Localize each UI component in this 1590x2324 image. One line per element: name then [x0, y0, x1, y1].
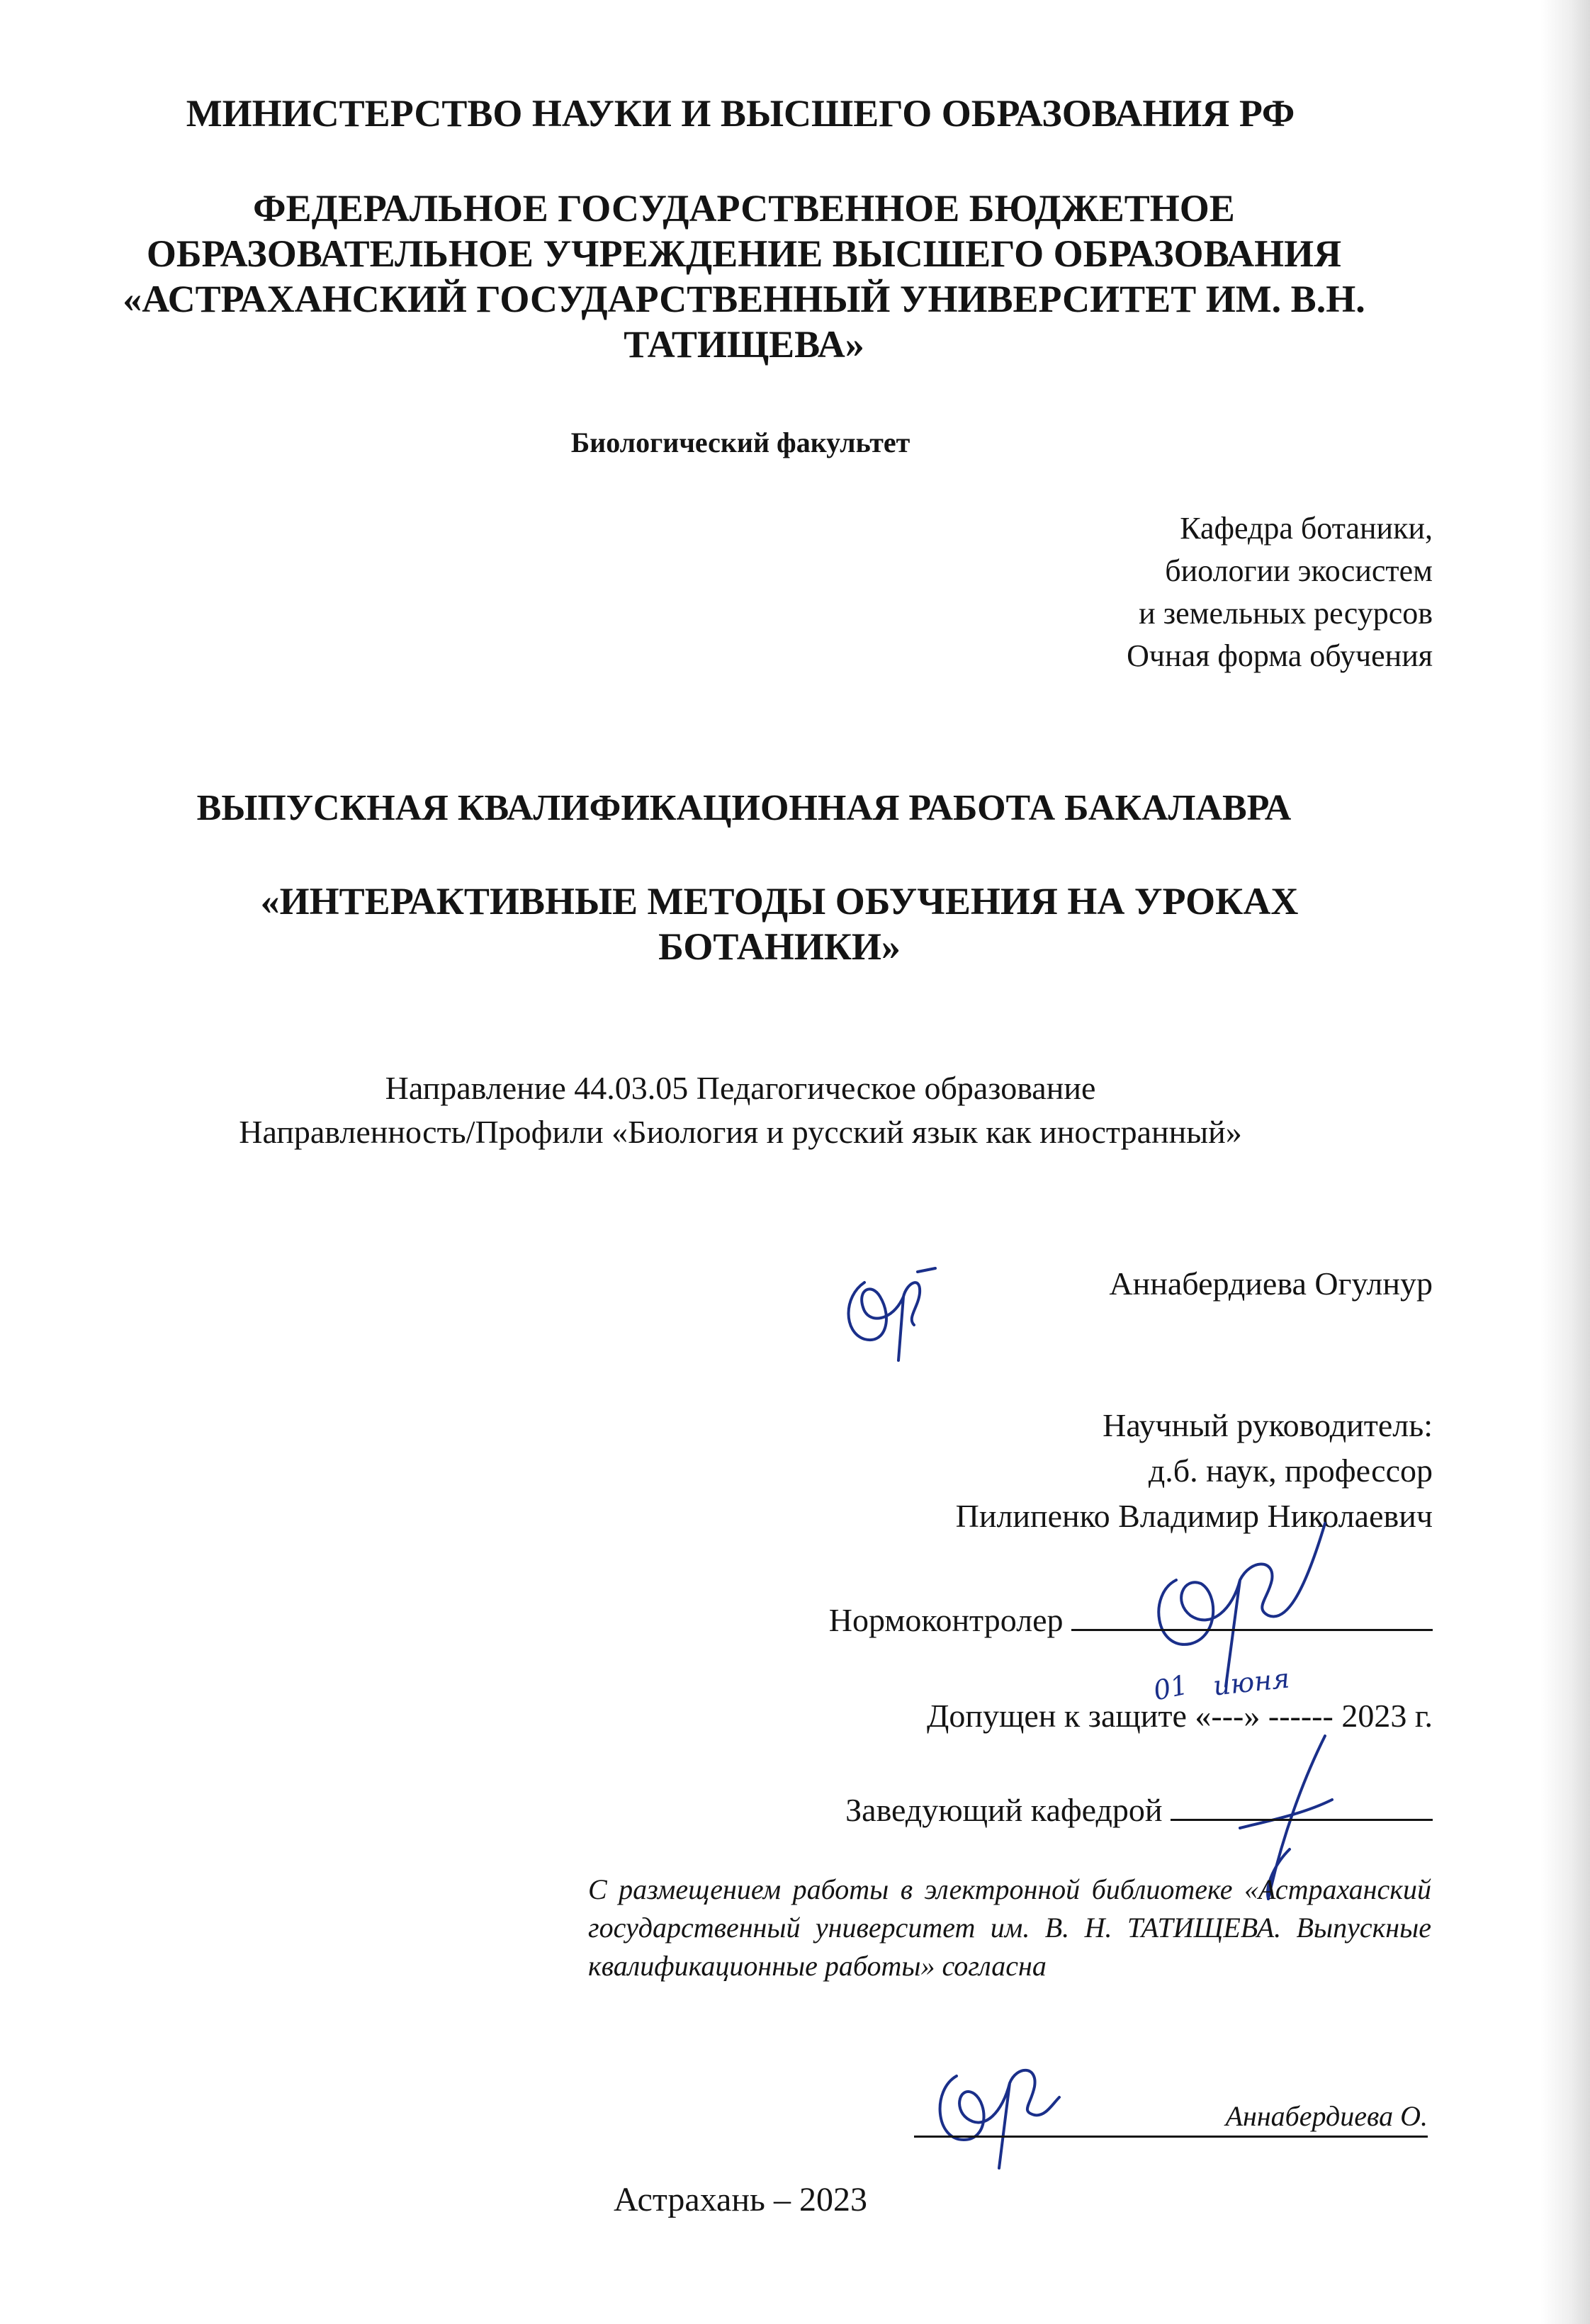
department-line: Кафедра ботаники, [1180, 511, 1433, 546]
institution-heading [43, 186, 1445, 367]
head-blank [1171, 1788, 1433, 1821]
student-name: Аннабердиева Огулнур [1109, 1265, 1433, 1302]
admitted-day-placeholder: --- [1211, 1698, 1244, 1734]
handwritten-day: 01 [1150, 1669, 1191, 1707]
direction-block [0, 1066, 1481, 1154]
normcontrol-label: Нормоконтролер [828, 1602, 1064, 1638]
advisor-degree: д.б. наук, профессор [1148, 1452, 1433, 1489]
work-type-heading: ВЫПУСКНАЯ КВАЛИФИКАЦИОННАЯ РАБОТА БАКАЛАВРА [196, 788, 1292, 828]
admitted-month-placeholder: ------ [1268, 1698, 1334, 1734]
thesis-title [177, 879, 1382, 969]
department-block [779, 507, 1433, 677]
admitted-middle: » [1244, 1698, 1268, 1734]
thesis-title-line: БОТАНИКИ» [658, 925, 901, 968]
institution-line: «АСТРАХАНСКИЙ ГОСУДАРСТВЕННЫЙ УНИВЕРСИТЕТ ИМ. В.Н. [123, 278, 1365, 320]
admitted-prefix: Допущен к защите « [926, 1698, 1212, 1734]
head-label: Заведующий кафедрой [845, 1792, 1163, 1828]
normcontrol-blank [1071, 1598, 1433, 1631]
direction-line: Направление 44.03.05 Педагогическое образование [385, 1070, 1096, 1106]
consent-signature-line [914, 2097, 1428, 2138]
institution-line: ОБРАЗОВАТЕЛЬНОЕ УЧРЕЖДЕНИЕ ВЫСШЕГО ОБРАЗОВАНИЯ [146, 232, 1342, 275]
advisor-role: Научный руководитель: [1103, 1407, 1433, 1443]
institution-line: ТАТИЩЕВА» [624, 323, 864, 366]
advisor-name: Пилипенко Владимир Николаевич [955, 1498, 1433, 1534]
faculty-name: Биологический факультет [570, 427, 910, 458]
department-line: и земельных ресурсов [1139, 596, 1433, 631]
study-form: Очная форма обучения [1127, 638, 1433, 673]
department-line: биологии экосистем [1165, 553, 1433, 588]
library-consent-note: С размещением работы в электронной библиотеке «Астраханский государственный университет им. В. Н. ТАТИЩЕВА. Выпускные квалификационные работы» согласна [588, 1873, 1431, 1982]
handwritten-month: июня [1211, 1662, 1292, 1702]
consent-signer-name: Аннабердиева О. [1225, 2100, 1428, 2132]
normcontrol-row [638, 1598, 1433, 1642]
city-year: Астрахань – 2023 [614, 2181, 867, 2218]
profile-line: Направленность/Профили «Биология и русский язык как иностранный» [239, 1114, 1242, 1150]
thesis-title-line: «ИНТЕРАКТИВНЫЕ МЕТОДЫ ОБУЧЕНИЯ НА УРОКАХ [260, 880, 1299, 923]
head-row [638, 1788, 1433, 1832]
ministry-heading: МИНИСТЕРСТВО НАУКИ И ВЫСШЕГО ОБРАЗОВАНИЯ РФ [186, 92, 1295, 135]
scan-edge-shadow [1540, 0, 1590, 2324]
institution-line: ФЕДЕРАЛЬНОЕ ГОСУДАРСТВЕННОЕ БЮДЖЕТНОЕ [253, 187, 1235, 230]
admitted-year: 2023 г. [1341, 1698, 1433, 1734]
